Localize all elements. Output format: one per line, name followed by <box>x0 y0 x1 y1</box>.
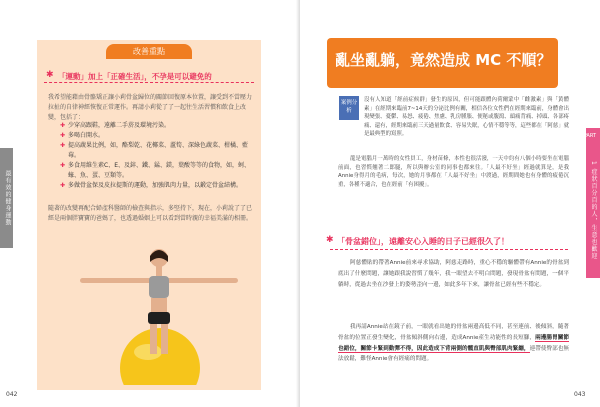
right-sidebar-text: 1 症狀百分百的人，生意也歡迎 <box>590 160 597 260</box>
list-item: ✚ 少穿高跟鞋，遠離二手菸及環境污染。 <box>60 122 171 129</box>
page-number-right: 043 <box>574 391 586 398</box>
shorts-shape <box>148 312 170 324</box>
tip-closing: 隨著的改變再配合婦產科醫師的檢查與指示，多堅持下，現在，小莉說了了已經是兩個胖寶寶的爸媽了，也透過婚姻上可以看到當時親的幸福美滿的相冊。 <box>48 205 253 222</box>
check-icon: ✚ <box>60 182 66 189</box>
case-paragraph-2: 龍是電腦月一萬時的女性員工，身材苗條，本性也很活潑，一天中約有八個小時要坐在電腦前面，也習慣翹著二郎腿，所以與辦公室的同事也都來往。「人最不好坐」經過就算是，是我Annie身得月的毛病，每次，她的月事都在「人最不好坐」中渡過，經期間她也有身體的疲倦沉重，各種不適合，也在經前「有困擾」。 <box>338 156 569 188</box>
case-paragraph-1: 沒有人知道「經前症候群」發生的原因，但可能跟體內荷爾蒙中「雌激素」與「黃體素」在經期來臨前7~14天的分泌比例有關，相信各位女性們在經期來臨前，身體會出現變張、憂鬱、易怒、疲倦、焦慮、乳房腫脹、便秘或腹瀉、頭痛背痛、掉頭、各部疼痛、還有，經期來臨前三天過量飲食、容易失眠，心情不穩等等，這些都在「阿慈」就是最典型的寫照。 <box>364 97 569 138</box>
list-item: ✚ 多做骨盆保及皮拉提斯的運動，加強肌肉力量，以鍛定骨盆結構。 <box>60 182 243 189</box>
tip-heading-underline <box>44 82 254 83</box>
part-tag: PART <box>583 133 596 139</box>
tip-list <box>60 121 255 191</box>
left-sidebar-text: 最有效的健身運動 <box>4 170 11 226</box>
star-icon: ✱ <box>326 235 334 245</box>
tip-intro: 我希望能藉由骨骼矯正讓小莉骨盆歸位的關節回復原本位置，讓受到不當壓力拉扯的自律神經恢復正常運作。再請小莉從了了一起往生活習慣和飲食上改變，包括了： <box>48 94 253 121</box>
check-icon: ✚ <box>60 142 66 149</box>
body-paragraph-3: 阿慈體貼的帶著Annie前來尋求協助，阿慈走路時，重心不穩的驅體帶有Annie的骨盆到底出了什麼問題，讓她跟我說習慣了幾年，我一眼望去不明白問題，發現骨盆有問題，一個平躺時，從過去坐在沙發上的姿勢歪向一邊，如此多年下來，讓骨盆已經有些不穩定。 <box>338 260 569 288</box>
case-analysis-badge: 案例分析 <box>339 96 359 120</box>
sports-top-shape <box>149 276 169 298</box>
tip-box-tab: 改善重點 <box>106 44 192 59</box>
section-heading-underline <box>330 249 568 250</box>
exercise-photo <box>60 240 250 385</box>
page-title: 亂坐亂躺，竟然造成 MC 不順？ <box>335 51 552 69</box>
check-icon: ✚ <box>60 132 66 139</box>
tip-heading: 「運動」加上「正確生活」，不孕是可以避免的 <box>58 72 212 81</box>
list-item: ✚ 提高蔬果比例，如，酪梨乾、花椰菜、蘆筍、深綠色蔬菜、柑橘、藍莓。 <box>60 142 249 159</box>
list-item: ✚ 多喝白開水。 <box>60 132 105 139</box>
paragraph-text: 我再請Annie站在鏡子前，一眼就看出她的骨盆兩邊高低不同，甚至連前、後傾斜，隨著骨盆的位置正發生變化，骨盆傾斜側向右邊，造成Annie產生功能性的長短腳， <box>338 324 569 341</box>
check-icon: ✚ <box>60 162 66 169</box>
paragraph-text: 連帶使臀部也無法放鬆，難怪Annie會有經痛的問題。 <box>338 345 569 363</box>
body-paragraph-4 <box>338 322 569 365</box>
highlighted-text: 兩邊腸胃關節也錯位，關節卡緊到動彈不得，因此造成下背兩側的髖直肌與臀部肌肉緊繃， <box>338 334 569 352</box>
check-icon: ✚ <box>60 122 66 129</box>
star-icon: ✱ <box>46 70 54 80</box>
section-heading: 「骨盆錯位」，遠離安心入睡的日子已經很久了！ <box>337 237 509 246</box>
page-number-left: 042 <box>6 391 18 398</box>
list-item: ✚ 多食用維生素C、E、及鋅、鐵、錳、鎂，葉酸等等的食物，如，蚵、蠔、魚、蛋、豆類等。 <box>60 162 250 179</box>
exercise-ball-icon <box>120 328 200 385</box>
